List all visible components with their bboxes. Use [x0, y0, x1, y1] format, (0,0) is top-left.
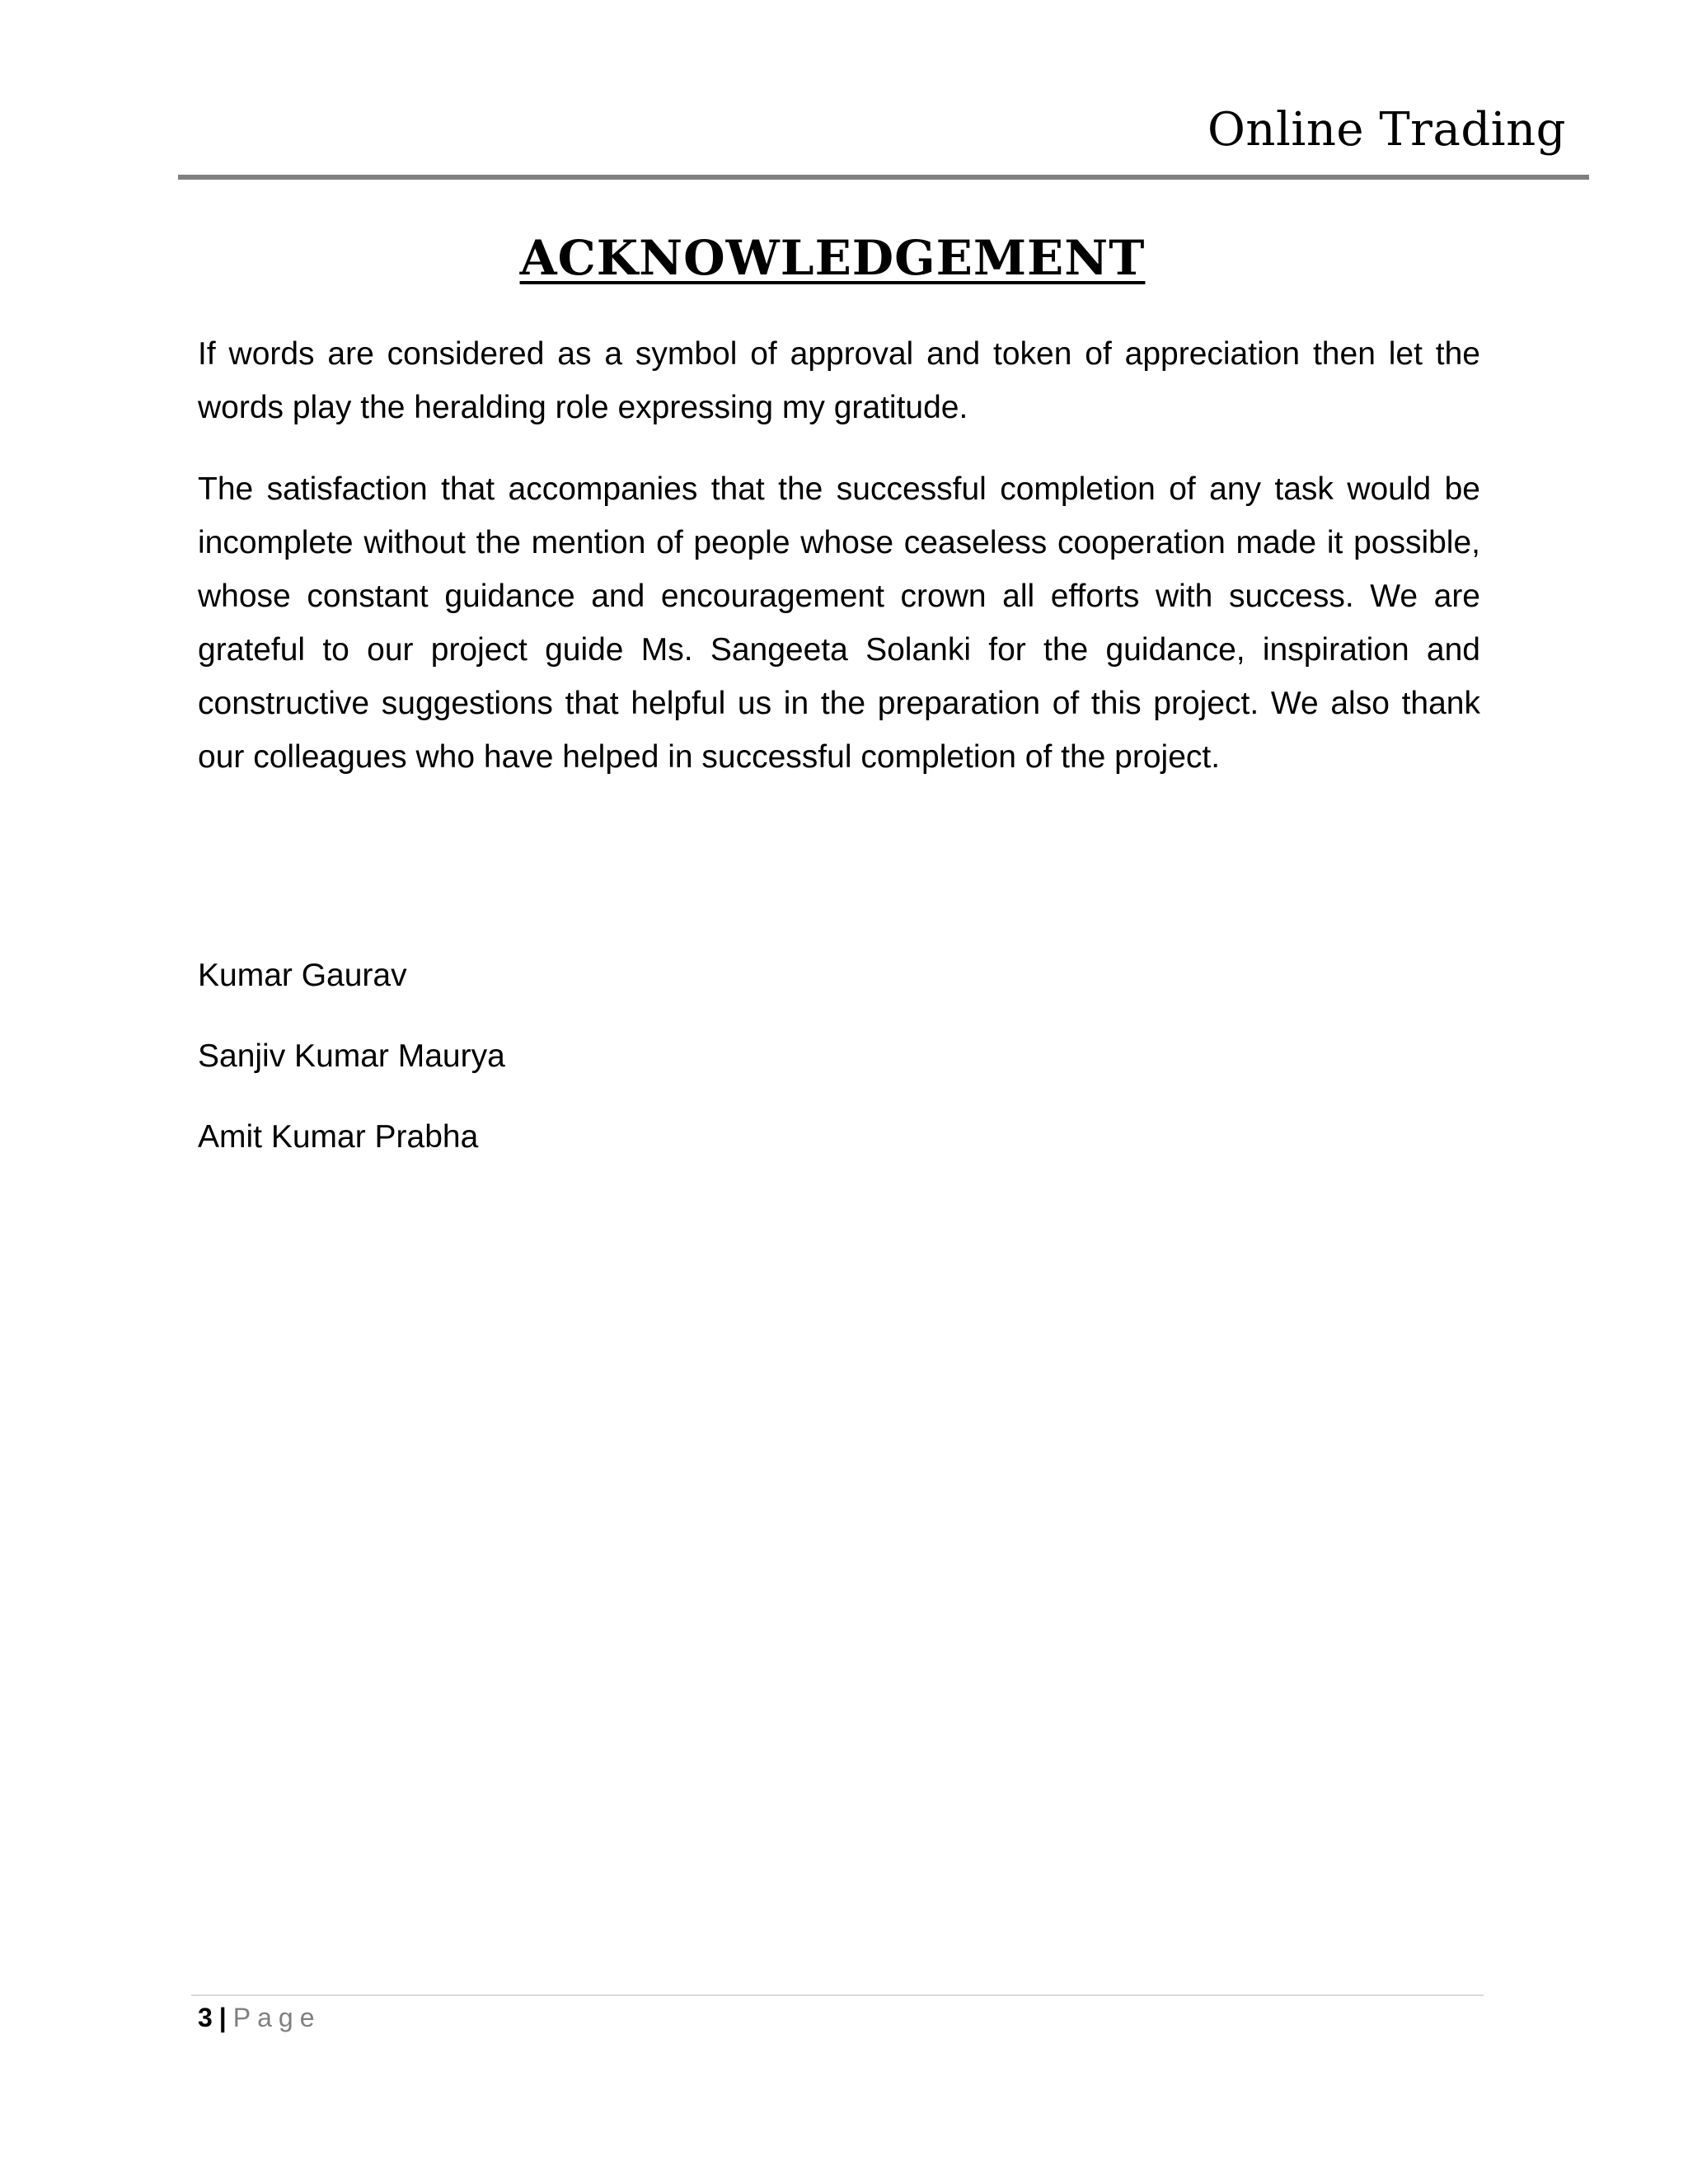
page-title-text: ACKNOWLEDGEMENT: [519, 230, 1146, 286]
page-number: 3: [198, 2003, 213, 2032]
page-footer: [198, 2004, 321, 2031]
running-header-title: Online Trading: [1207, 103, 1566, 157]
page-label: Page: [232, 2003, 321, 2032]
page-separator: |: [218, 2003, 227, 2032]
footer-rule: [191, 1994, 1484, 1996]
header-rule: [178, 175, 1589, 180]
signer-name: Sanjiv Kumar Maurya: [198, 1038, 505, 1074]
signer-name: Kumar Gaurav: [198, 958, 407, 993]
signer-name: Amit Kumar Prabha: [198, 1119, 479, 1155]
page-title: [0, 232, 1665, 285]
paragraph-intro: If words are considered as a symbol of approval and token of appreciation then let the words play the heralding role expressing my gratitude.: [198, 336, 1480, 425]
paragraph-thanks: The satisfaction that accompanies that the successful completion of any task would be incomplete without the mention of people whose ceaseless cooperation made it possible, whose constant guidance and encouragement crown all efforts with success. We are grateful to our project guide Ms. Sangeeta Solanki for the guidance, inspiration and constructive suggestions that helpful us in the preparation of this project. We also thank our colleagues who have helped in successful completion of the project.: [198, 471, 1480, 775]
